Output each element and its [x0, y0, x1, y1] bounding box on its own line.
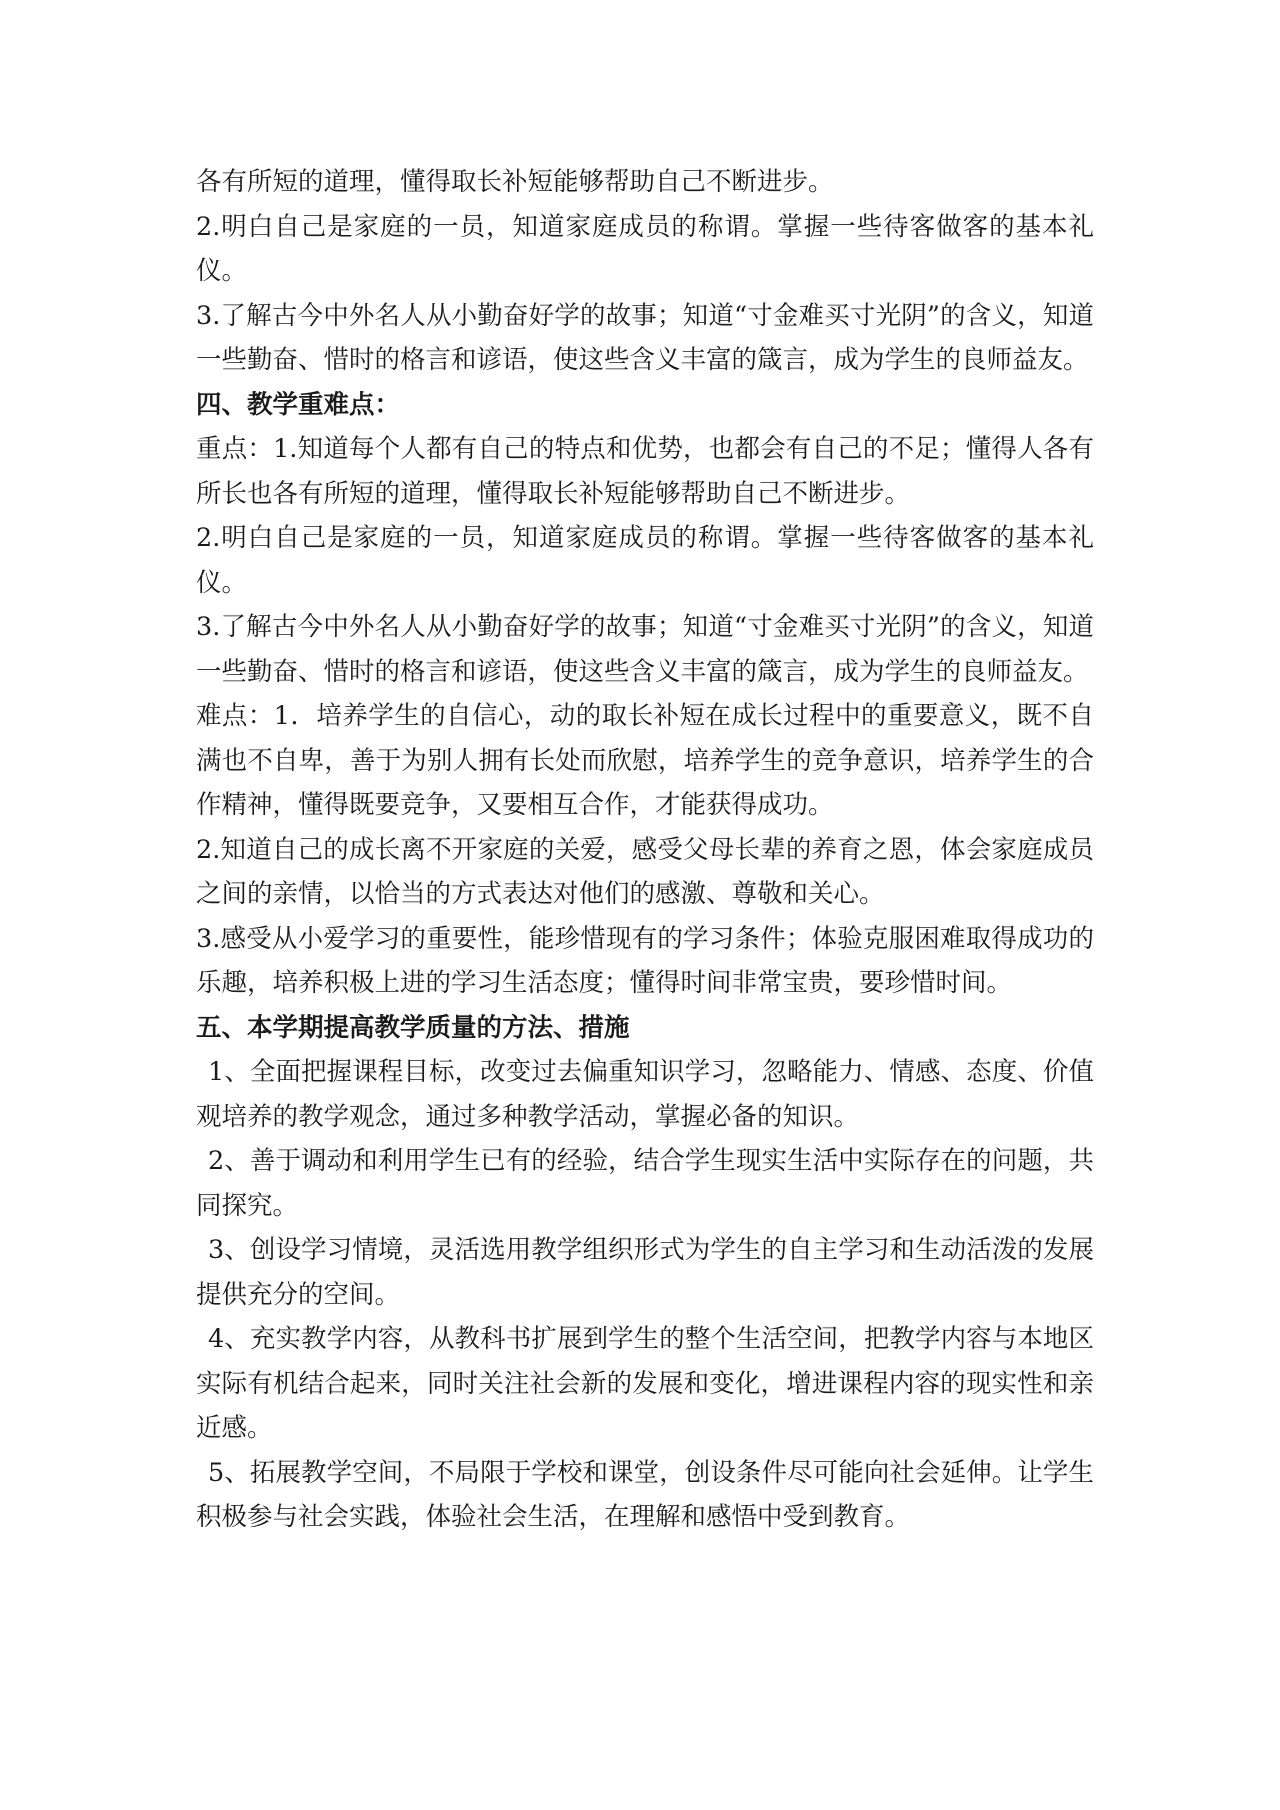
- list-item: 5、拓展教学空间，不局限于学校和课堂，创设条件尽可能向社会延伸。让学生积极参与社会实践，体验社会生活，在理解和感悟中受到教育。: [196, 1457, 1094, 1532]
- list-item: 2、善于调动和利用学生已有的经验，结合学生现实生活中实际存在的问题，共同探究。: [196, 1146, 1094, 1221]
- paragraph: 3.了解古今中外名人从小勤奋好学的故事；知道“寸金难买寸光阴”的含义，知道一些勤奋、惜时的格言和谚语，使这些含义丰富的箴言，成为学生的良师益友。: [196, 300, 1094, 375]
- section-heading: 四、教学重难点：: [196, 389, 401, 420]
- paragraph: 各有所短的道理，懂得取长补短能够帮助自己不断进步。: [196, 167, 834, 197]
- paragraph: 2.明白自己是家庭的一员，知道家庭成员的称谓。掌握一些待客做客的基本礼仪。: [196, 523, 1094, 598]
- paragraph: 3.了解古今中外名人从小勤奋好学的故事；知道“寸金难买寸光阴”的含义，知道一些勤奋、惜时的格言和谚语，使这些含义丰富的箴言，成为学生的良师益友。: [196, 612, 1094, 687]
- paragraph: 3.感受从小爱学习的重要性，能珍惜现有的学习条件；体验克服困难取得成功的乐趣，培养积极上进的学习生活态度；懂得时间非常宝贵，要珍惜时间。: [196, 923, 1094, 998]
- list-item: 4、充实教学内容，从教科书扩展到学生的整个生活空间，把教学内容与本地区实际有机结合起来，同时关注社会新的发展和变化，增进课程内容的现实性和亲近感。: [196, 1324, 1094, 1443]
- list-item: 3、创设学习情境，灵活选用教学组织形式为学生的自主学习和生动活泼的发展提供充分的空间。: [196, 1235, 1094, 1310]
- list-item: 1、全面把握课程目标，改变过去偏重知识学习，忽略能力、情感、态度、价值观培养的教学观念，通过多种教学活动，掌握必备的知识。: [196, 1057, 1094, 1132]
- paragraph: 难点：1．培养学生的自信心，动的取长补短在成长过程中的重要意义，既不自满也不自卑，善于为别人拥有长处而欣慰，培养学生的竞争意识，培养学生的合作精神，懂得既要竞争，又要相互合作，才能获得成功。: [196, 701, 1094, 820]
- paragraph: 2.明白自己是家庭的一员，知道家庭成员的称谓。掌握一些待客做客的基本礼仪。: [196, 211, 1094, 286]
- paragraph: 2.知道自己的成长离不开家庭的关爱，感受父母长辈的养育之恩，体会家庭成员之间的亲情，以恰当的方式表达对他们的感激、尊敬和关心。: [196, 834, 1094, 909]
- document-page: [196, 160, 1094, 1540]
- paragraph: 重点：1.知道每个人都有自己的特点和优势，也都会有自己的不足；懂得人各有所长也各有所短的道理，懂得取长补短能够帮助自己不断进步。: [196, 434, 1094, 509]
- section-heading: 五、本学期提高教学质量的方法、措施: [196, 1012, 630, 1043]
